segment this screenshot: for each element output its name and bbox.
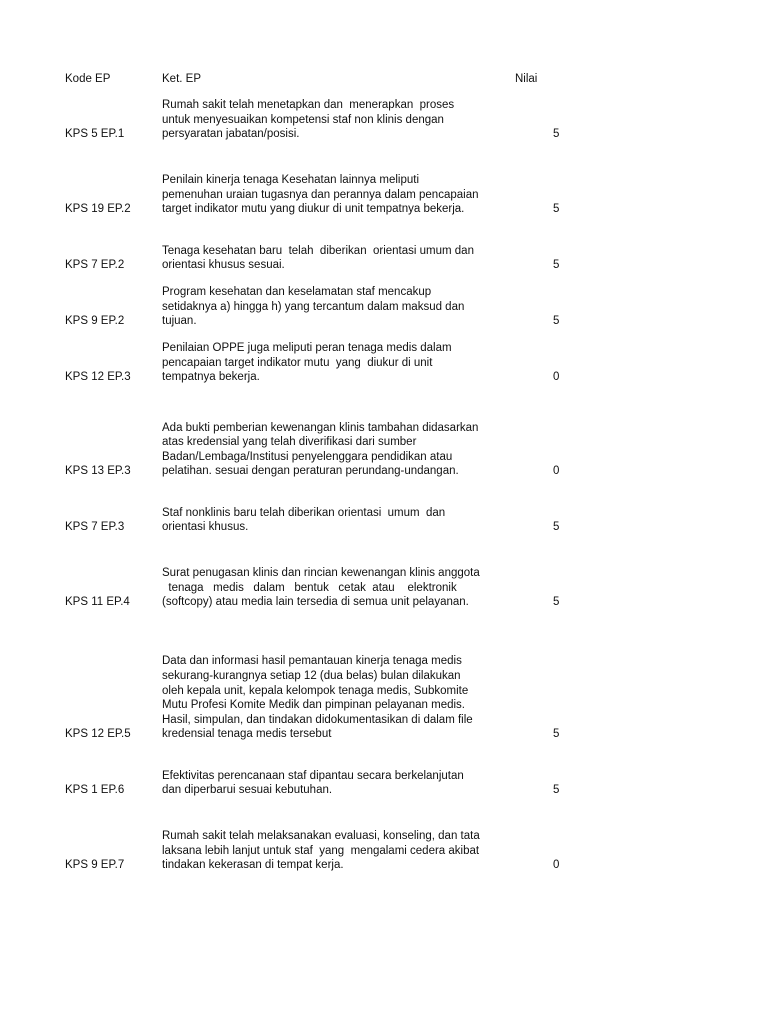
ep-description-line: Ada bukti pemberian kewenangan klinis tambahan didasarkan	[162, 421, 479, 434]
ep-description	[162, 769, 514, 798]
ep-code: KPS 12 EP.5	[65, 728, 131, 741]
ep-description-line: tempatnya bekerja.	[162, 371, 260, 384]
ep-description-line: laksana lebih lanjut untuk staf yang mengalami cedera akibat	[162, 844, 480, 857]
ep-description	[162, 829, 514, 873]
ep-description	[162, 506, 514, 535]
ep-description-line: kredensial tenaga medis tersebut	[162, 728, 332, 741]
table-row	[0, 285, 768, 329]
ep-description-line: Program kesehatan dan keselamatan staf mencakup	[162, 286, 432, 299]
ep-description-line: Penilaian OPPE juga meliputi peran tenaga medis dalam	[162, 342, 452, 355]
ep-description-line: Penilain kinerja tenaga Kesehatan lainnya meliputi	[162, 174, 420, 187]
table-row	[0, 341, 768, 385]
ep-value: 0	[553, 465, 560, 478]
ep-description-line: Hasil, simpulan, dan tindakan didokumentasikan di dalam file	[162, 713, 473, 726]
ep-value: 0	[553, 371, 560, 384]
ep-description-line: sekurang-kurangnya setiap 12 (dua belas) bulan dilakukan	[162, 670, 461, 683]
table-row	[0, 829, 768, 873]
ep-description-line: persyaratan jabatan/posisi.	[162, 128, 300, 141]
table-row	[0, 506, 768, 535]
ep-description-line: orientasi khusus sesuai.	[162, 259, 285, 272]
header-ket-ep: Ket. EP	[162, 73, 201, 85]
ep-description-line: Staf nonklinis baru telah diberikan orientasi umum dan	[162, 506, 446, 519]
ep-description-line: oleh kepala unit, kepala kelompok tenaga medis, Subkomite	[162, 684, 469, 697]
ep-description-line: target indikator mutu yang diukur di unit tempatnya bekerja.	[162, 203, 465, 216]
ep-value: 5	[553, 596, 560, 609]
ep-description	[162, 341, 514, 385]
table-row	[0, 244, 768, 273]
ep-code: KPS 7 EP.2	[65, 259, 125, 272]
ep-value: 5	[553, 128, 560, 141]
header-kode-ep: Kode EP	[65, 73, 111, 85]
ep-description	[162, 421, 514, 479]
ep-description	[162, 173, 514, 217]
ep-description	[162, 285, 514, 329]
ep-description-line: (softcopy) atau media lain tersedia di semua unit pelayanan.	[162, 596, 469, 609]
ep-description-line: Tenaga kesehatan baru telah diberikan orientasi umum dan	[162, 244, 474, 257]
ep-description-line: Rumah sakit telah menetapkan dan menerapkan proses	[162, 99, 455, 112]
ep-description-line: tujuan.	[162, 315, 197, 328]
ep-code: KPS 7 EP.3	[65, 521, 125, 534]
ep-code: KPS 9 EP.7	[65, 859, 125, 872]
ep-description-line: Rumah sakit telah melaksanakan evaluasi, konseling, dan tata	[162, 830, 480, 843]
ep-code: KPS 5 EP.1	[65, 128, 125, 141]
ep-value: 5	[553, 728, 560, 741]
ep-description-line: setidaknya a) hingga h) yang tercantum dalam maksud dan	[162, 300, 465, 313]
table-row	[0, 769, 768, 798]
header-nilai: Nilai	[515, 73, 538, 85]
ep-description-line: Surat penugasan klinis dan rincian kewenangan klinis anggota	[162, 567, 480, 580]
ep-description-line: Data dan informasi hasil pemantauan kinerja tenaga medis	[162, 655, 462, 668]
ep-code: KPS 12 EP.3	[65, 371, 131, 384]
table-row	[0, 566, 768, 610]
ep-value: 5	[553, 259, 560, 272]
ep-description-line: Efektivitas perencanaan staf dipantau secara berkelanjutan	[162, 769, 464, 782]
table-row	[0, 98, 768, 142]
ep-value: 5	[553, 521, 560, 534]
ep-description-line: Badan/Lembaga/Institusi penyelenggara pendidikan atau	[162, 450, 453, 463]
ep-value: 5	[553, 784, 560, 797]
table-row	[0, 421, 768, 479]
ep-description-line: orientasi khusus.	[162, 521, 249, 534]
ep-description-line: tindakan kekerasan di tempat kerja.	[162, 859, 344, 872]
table-row	[0, 654, 768, 742]
ep-description-line: dan diperbarui sesuai kebutuhan.	[162, 784, 333, 797]
ep-value: 5	[553, 315, 560, 328]
ep-description	[162, 98, 514, 142]
ep-description	[162, 566, 514, 610]
ep-code: KPS 13 EP.3	[65, 465, 131, 478]
ep-description-line: tenaga medis dalam bentuk cetak atau elektronik	[162, 581, 457, 594]
ep-value: 5	[553, 203, 560, 216]
ep-description-line: untuk menyesuaikan kompetensi staf non klinis dengan	[162, 113, 444, 126]
ep-code: KPS 1 EP.6	[65, 784, 125, 797]
ep-code: KPS 19 EP.2	[65, 203, 131, 216]
ep-description-line: pemenuhan uraian tugasnya dan perannya dalam pencapaian	[162, 188, 479, 201]
ep-description-line: pelatihan. sesuai dengan peraturan perundang-undangan.	[162, 465, 459, 478]
ep-code: KPS 9 EP.2	[65, 315, 125, 328]
ep-description-line: pencapaian target indikator mutu yang diukur di unit	[162, 356, 433, 369]
ep-description-line: atas kredensial yang telah diverifikasi dari sumber	[162, 436, 417, 449]
ep-description-line: Mutu Profesi Komite Medik dan pimpinan pelayanan medis.	[162, 699, 465, 712]
table-row	[0, 173, 768, 217]
ep-description	[162, 654, 514, 742]
ep-value: 0	[553, 859, 560, 872]
ep-description	[162, 244, 514, 273]
ep-code: KPS 11 EP.4	[65, 596, 130, 609]
